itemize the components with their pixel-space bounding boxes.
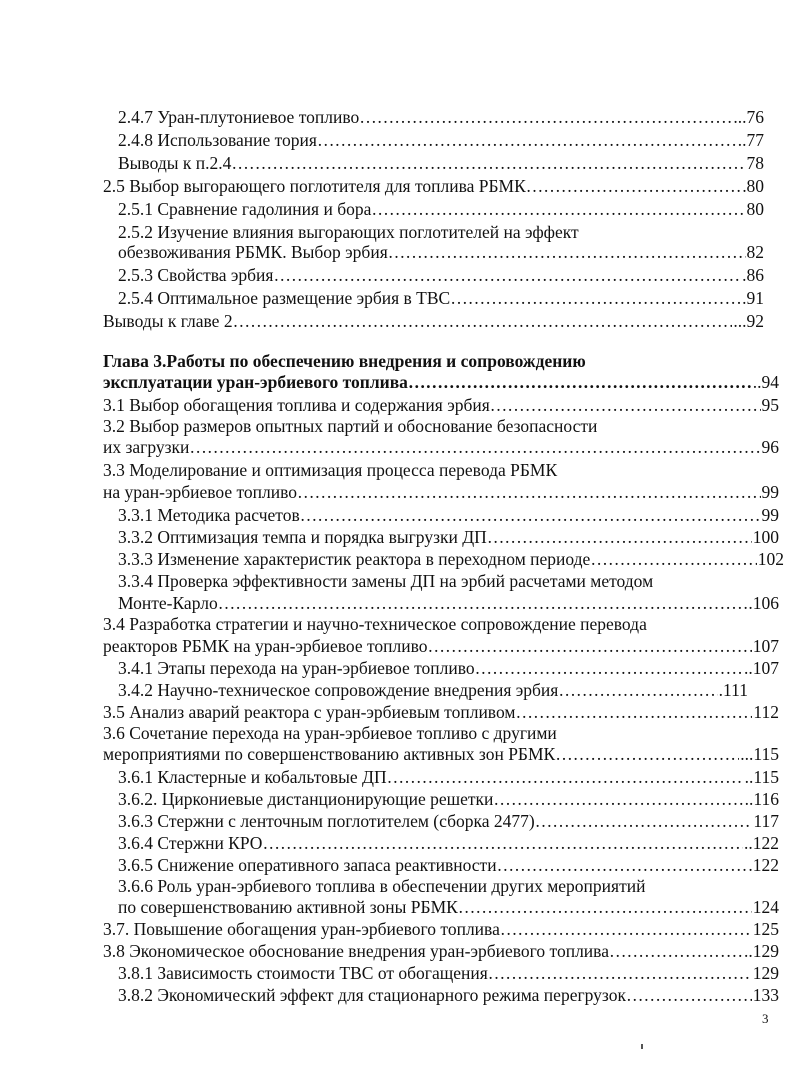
toc-entry-page: 107: [752, 636, 779, 656]
toc-entry: [103, 435, 779, 459]
toc-entry-title: их загрузки ………………………………………………………………………………………………………………………………………………………………………………………………………: [103, 435, 779, 459]
toc-entry: [103, 174, 764, 198]
toc-entry: [103, 480, 779, 504]
toc-entry: [118, 503, 779, 527]
toc-entry-page: 99: [761, 482, 779, 502]
toc-entry-title: 2.4.7 Уран-плутониевое топливо ………………………………………………………………………………………………………………………………………………………………………………………………………: [118, 105, 764, 129]
toc-entry-page: 129: [752, 963, 779, 983]
toc-entry-page: ..116: [744, 789, 779, 809]
toc-entry: [118, 765, 779, 789]
toc-entry-title: 2.5.4 Оптимальное размещение эрбия в ТВС ………………………………………………………………………………………………………………………………………………………………………………………………………: [118, 286, 764, 310]
toc-entry-title: на уран-эрбиевое топливо ………………………………………………………………………………………………………………………………………………………………………………………………………: [103, 480, 779, 504]
toc-entry-title: Выводы к п.2.4 ………………………………………………………………………………………………………………………………………………………………………………………………………: [118, 151, 764, 175]
toc-entry-page: 124: [752, 897, 779, 917]
toc-entry-title: 3.6.3 Стержни с ленточным поглотителем (сборка 2477) ………………………………………………………………………………………………………………………………………………………………………………………………………: [118, 809, 779, 833]
toc-entry-title: 3.8.1 Зависимость стоимости ТВС от обогащения ………………………………………………………………………………………………………………………………………………………………………………………………………: [118, 961, 779, 985]
toc-entry-title: 3.3.1 Методика расчетов ………………………………………………………………………………………………………………………………………………………………………………………………………: [118, 503, 779, 527]
toc-entry-page: 80: [746, 199, 764, 219]
toc-entry-page: ...115: [740, 744, 779, 764]
toc-entry: [118, 525, 779, 549]
toc-entry-title: 3.3.2 Оптимизация темпа и порядка выгрузки ДП ………………………………………………………………………………………………………………………………………………………………………………………………………: [118, 525, 779, 549]
toc-entry-title: 3.3.3 Изменение характеристик реактора в переходном периоде ………………………………………………………………………………………………………………………………………………………………………………………………………: [118, 547, 784, 571]
toc-entry: [118, 983, 779, 1007]
toc-entry: [118, 656, 779, 680]
toc-entry-page: 102: [757, 549, 784, 569]
toc-entry-title: 3.6.4 Стержни КРО ………………………………………………………………………………………………………………………………………………………………………………………………………: [118, 831, 779, 855]
toc-entry-page: 133: [752, 985, 779, 1005]
toc-entry-title: 2.5 Выбор выгорающего поглотителя для топлива РБМК ………………………………………………………………………………………………………………………………………………………………………………………………………: [103, 174, 764, 198]
toc-entry: [103, 458, 779, 482]
toc-entry-page: ...92: [733, 311, 764, 331]
toc-entry-page: .106: [748, 593, 779, 613]
toc-entry: [118, 151, 764, 175]
toc-entry-title: 3.1 Выбор обогащения топлива и содержания эрбия ………………………………………………………………………………………………………………………………………………………………………………………………………: [103, 393, 779, 417]
toc-entry: [103, 634, 779, 658]
toc-entry-title: 3.4.1 Этапы перехода на уран-эрбиевое топливо ………………………………………………………………………………………………………………………………………………………………………………………………………: [118, 656, 779, 680]
toc-entry-title: 3.5 Анализ аварий реактора с уран-эрбиевым топливом ………………………………………………………………………………………………………………………………………………………………………………………………………: [103, 700, 779, 724]
toc-entry: [118, 809, 779, 833]
toc-entry-title: 2.4.8 Использование тория ………………………………………………………………………………………………………………………………………………………………………………………………………: [118, 128, 764, 152]
toc-entry-page: 82: [746, 242, 764, 262]
toc-entry: [118, 286, 764, 310]
toc-entry-page: 125: [752, 919, 779, 939]
toc-entry-page: .111: [718, 680, 748, 700]
toc-entry-page: 80: [746, 176, 764, 196]
toc-entry-title: мероприятиями по совершенствованию активных зон РБМК ………………………………………………………………………………………………………………………………………………………………………………………………………: [103, 742, 779, 766]
toc-entry-page: 100: [752, 527, 779, 547]
toc-entry-title: 3.3 Моделирование и оптимизация процесса перевода РБМК: [103, 460, 558, 480]
toc-entry-title: 3.6.6 Роль уран-эрбиевого топлива в обеспечении других мероприятий: [118, 876, 646, 896]
toc-entry: [118, 547, 784, 571]
toc-entry: [118, 263, 764, 287]
toc-entry-title: 2.5.1 Сравнение гадолиния и бора ………………………………………………………………………………………………………………………………………………………………………………………………………: [118, 197, 764, 221]
toc-entry-page: 78: [746, 153, 764, 173]
toc-entry: [118, 787, 779, 811]
toc-entry-title: реакторов РБМК на уран-эрбиевое топливо ………………………………………………………………………………………………………………………………………………………………………………………………………: [103, 634, 779, 658]
toc-entry-title: 3.6 Сочетание перехода на уран-эрбиевое топливо с другими: [103, 723, 557, 743]
toc-entry-page: ..107: [744, 658, 779, 678]
toc-entry-page: .77: [742, 130, 764, 150]
toc-entry: [118, 831, 779, 855]
toc-entry-page: ..94: [752, 372, 779, 392]
toc-entry: [118, 197, 764, 221]
toc-entry: [103, 612, 779, 636]
toc-entry-page: 96: [761, 437, 779, 457]
toc-entry-title: 3.2 Выбор размеров опытных партий и обоснование безопасности: [103, 416, 598, 436]
page-number: 3: [762, 1011, 769, 1026]
toc-entry-title: эксплуатации уран-эрбиевого топлива ………………………………………………………………………………………………………………………………………………………………………………………………………: [103, 370, 779, 394]
toc-entry-page: .91: [742, 288, 764, 308]
toc-entry: [118, 895, 779, 919]
toc-entry-page: 95: [761, 395, 779, 415]
toc-entry-title: по совершенствованию активной зоны РБМК ………………………………………………………………………………………………………………………………………………………………………………………………………: [118, 895, 779, 919]
toc-entry-title: 3.7. Повышение обогащения уран-эрбиевого топлива ………………………………………………………………………………………………………………………………………………………………………………………………………: [103, 917, 779, 941]
toc-entry: [118, 240, 764, 264]
toc-entry-title: Монте-Карло ………………………………………………………………………………………………………………………………………………………………………………………………………: [118, 591, 779, 615]
toc-entry-page: 117: [753, 811, 779, 831]
toc-entry: [118, 105, 764, 129]
toc-entry: [118, 961, 779, 985]
toc-entry: [118, 678, 748, 702]
toc-entry: [103, 917, 779, 941]
toc-entry: [118, 128, 764, 152]
toc-entry-page: 99: [761, 505, 779, 525]
toc-entry-title: Выводы к главе 2 ………………………………………………………………………………………………………………………………………………………………………………………………………: [103, 309, 764, 333]
toc-entry-page: 112: [753, 702, 779, 722]
toc-entry-title: 2.5.3 Свойства эрбия ………………………………………………………………………………………………………………………………………………………………………………………………………: [118, 263, 764, 287]
toc-entry: [103, 742, 779, 766]
toc-entry-title: 3.4 Разработка стратегии и научно-техническое сопровождение перевода: [103, 614, 647, 634]
toc-entry-title: обезвоживания РБМК. Выбор эрбия ………………………………………………………………………………………………………………………………………………………………………………………………………: [118, 240, 764, 264]
toc-entry-page: ...76: [733, 107, 764, 127]
toc-entry-title: 3.8 Экономическое обоснование внедрения уран-эрбиевого топлива ………………………………………………………………………………………………………………………………………………………………………………………………………: [103, 939, 779, 963]
toc-entry-page: .122: [748, 855, 779, 875]
scan-speck: [641, 1044, 643, 1049]
toc-entry-page: ..115: [744, 767, 779, 787]
toc-entry-title: 3.3.4 Проверка эффективности замены ДП на эрбий расчетами методом: [118, 571, 654, 591]
toc-entry-title: 3.6.2. Циркониевые дистанционирующие решетки ………………………………………………………………………………………………………………………………………………………………………………………………………: [118, 787, 779, 811]
toc-entry-page: ..129: [744, 941, 779, 961]
toc-entry-page: ..122: [744, 833, 779, 853]
toc-entry-title: 3.8.2 Экономический эффект для стационарного режима перегрузок ………………………………………………………………………………………………………………………………………………………………………………………………………: [118, 983, 779, 1007]
toc-entry-title: Глава 3.Работы по обеспечению внедрения и сопровождению: [103, 351, 586, 371]
toc-entry: [103, 309, 764, 333]
toc-entry-title: 3.6.1 Кластерные и кобальтовые ДП ………………………………………………………………………………………………………………………………………………………………………………………………………: [118, 765, 779, 789]
toc-entry-page: .86: [742, 265, 764, 285]
toc-entry-title: 3.6.5 Снижение оперативного запаса реактивности ………………………………………………………………………………………………………………………………………………………………………………………………………: [118, 853, 779, 877]
toc-entry: [118, 569, 779, 593]
toc-entry: [103, 939, 779, 963]
toc-entry-title: 3.4.2 Научно-техническое сопровождение внедрения эрбия ………………………………………………………………………………………………………………………………………………………………………………………………………: [118, 678, 748, 702]
toc-entry: [103, 370, 779, 394]
toc-entry-title: 2.5.2 Изучение влияния выгорающих поглотителей на эффект: [118, 222, 579, 242]
